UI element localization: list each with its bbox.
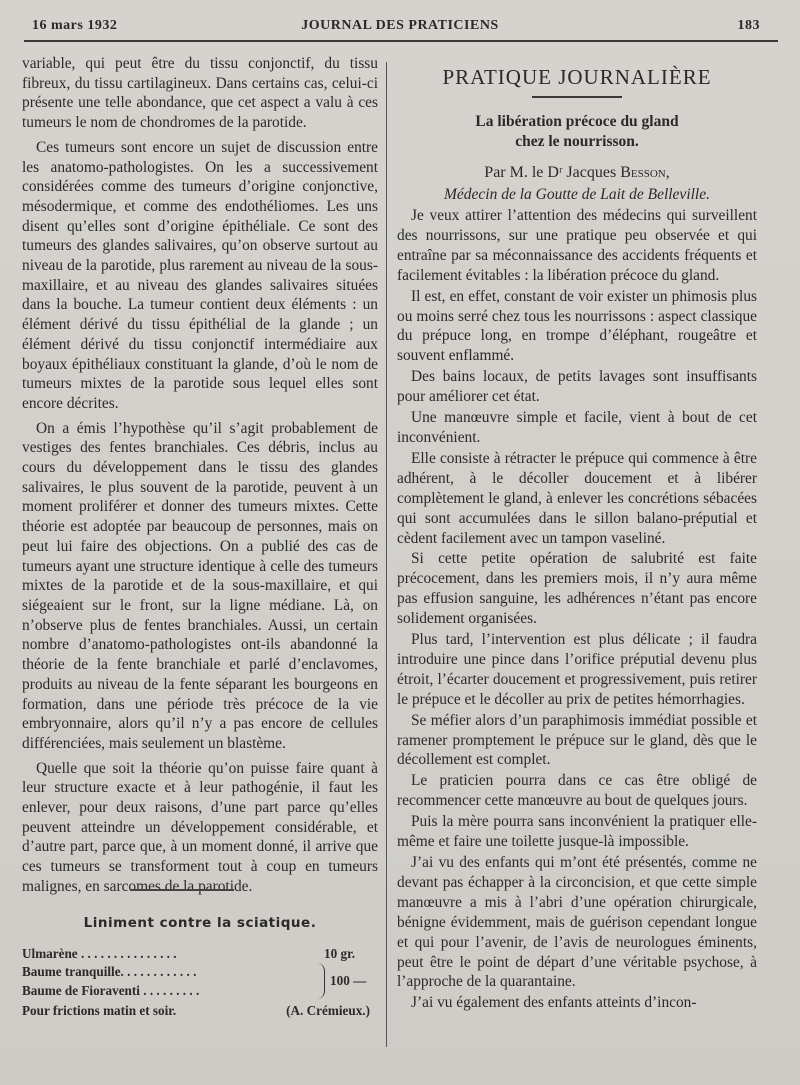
right-paragraph: Des bains locaux, de petits lavages sont insuffisants pour améliorer cet état. <box>397 368 757 406</box>
recipe-item-name: Baume de Fioraventi . . . . . . . . . <box>22 982 200 998</box>
header-date: 16 mars 1932 <box>32 18 118 33</box>
left-paragraph: Ces tumeurs sont encore un sujet de discussion entre les anatomo-pathologistes. On les a successivement considérées comme des tumeurs d’origine conjonctive, mésodermique, et comme des endothéliomes. Les uns disent qu’elles sont d’origine épithéliale. Ce sont des tumeurs des glandes salivaires, qu’on observe surtout au niveau de la parotide, plus rarement au niveau de la sous-maxillaire, et au niveau des glandes salivaires situées dans la bouche. La tumeur contient deux éléments : un élément dérivé du tissu épithélial de la glande ; un élément dérivé du tissu conjonctif intermédiaire aux boyaux épithéliaux constituant la glande, d’où le nom de tumeurs mixtes de la parotide sous lequel elles sont encore décrites. <box>22 138 378 412</box>
recipe-author: (A. Crémieux.) <box>286 1003 370 1018</box>
column-separator <box>386 62 387 1047</box>
right-paragraph: Se méfier alors d’un paraphimosis immédiat possible et ramener promptement le prépuce sur le gland, dès que le décollement est complet. <box>397 711 757 769</box>
recipe-item <box>22 945 378 964</box>
recipe-item-qty: 100 — <box>330 973 367 988</box>
article-byline <box>397 162 757 183</box>
page-header <box>32 18 768 40</box>
header-rule <box>24 40 778 42</box>
right-paragraph: Une manœuvre simple et facile, vient à bout de cet inconvénient. <box>397 409 757 446</box>
article-title <box>397 112 757 152</box>
right-paragraph: Plus tard, l’intervention est plus délicate ; il faudra introduire une pince dans l’orifice préputial devenu plus étroit, l’écarter doucement et progressivement, puis retirer le prépuce et le décoller au prix de petites hémorrhagies. <box>397 631 757 708</box>
left-paragraph: variable, qui peut être du tissu conjonctif, du tissu fibreux, du tissu cartilagineux. Dans certains cas, celui-ci présente une telle abondance, que cet aspect a valu à ces tumeurs le nom de chondromes de la parotide. <box>22 55 378 132</box>
title-rule <box>532 96 622 98</box>
right-paragraph: J’ai vu également des enfants atteints d’incon- <box>411 994 697 1012</box>
right-paragraph: Si cette petite opération de salubrité est faite précocement, dans les premiers mois, il n’y aura même pas effusion sanguine, les adhérences n’étant pas encore solidement organisées. <box>397 550 757 628</box>
section-title: PRATIQUE JOURNALIÈRE <box>442 65 712 89</box>
article-title-line: chez le nourrisson. <box>515 133 639 150</box>
recipe-item-name: Baume tranquille. . . . . . . . . . . . <box>22 964 197 979</box>
recipe-usage: Pour frictions matin et soir. <box>22 1003 177 1018</box>
byline-author: Besson, <box>620 164 670 181</box>
recipe-item-qty: 10 gr. <box>324 945 356 961</box>
recipe-group <box>22 963 378 1000</box>
right-paragraph: Puis la mère pourra sans inconvénient la pratiquer elle-même et faire une toilette jusque-là impossible. <box>397 813 757 851</box>
recipe-box <box>22 914 378 1022</box>
left-paragraph: Quelle que soit la théorie qu’on puisse faire quant à leur structure exacte et à leur pathogénie, il faut les enlever, pour deux raisons, d’une part parce qu’elles peuvent atteindre un développement considérable, et d’autre part, parce que, à un moment donné, il arrive que ces tumeurs se transforment tout à coup en tumeurs malignes, en sarcomes de la parotide. <box>22 759 378 895</box>
recipe-title: Liniment contre la sciatique. <box>83 915 317 931</box>
right-paragraph: Le praticien pourra dans ce cas être obligé de recommencer cette manœuvre au bout de quelques jours. <box>397 772 757 810</box>
section-divider <box>130 889 234 891</box>
recipe-footer <box>22 1002 378 1022</box>
header-journal-title: JOURNAL DES PRATICIENS <box>301 18 499 33</box>
right-paragraph: Elle consiste à rétracter le prépuce qui commence à être adhérent, à le décoller doucement et à libérer complètement le gland, à enlever les concrétions sébacées qui sont accumulées dans le sillon balano-préputial et cèdent facilement avec un tampon vaseliné. <box>397 449 757 547</box>
right-column <box>397 54 757 1013</box>
right-paragraph: Il est, en effet, constant de voir exister un phimosis plus ou moins serré chez tous les nourrissons : aspect classique du prépuce long, en trompe d’éléphant, rougeâtre et souvent enflammé. <box>397 287 757 365</box>
recipe-item-name: Ulmarène . . . . . . . . . . . . . . . <box>22 945 177 961</box>
article-affiliation: Médecin de la Goutte de Lait de Belleville. <box>444 186 710 203</box>
article-title-line: La libération précoce du gland <box>475 113 679 130</box>
left-paragraph: On a émis l’hypothèse qu’il s’agit probablement de vestiges des fentes branchiales. Ces débris, inclus au cours du développement dans le tissu des glandes salivaires, le plus souvent de la parotide, peuvent à un moment proliférer et donner des tumeurs mixtes. Cette théorie est adoptée par beaucoup de personnes, mais on peut lui faire des objections. On a publié des cas de tumeurs ayant une structure identique à celle des tumeurs mixtes de la parotide et de la sous-maxillaire, et qui siégeaient sur le front, sur la ligne médiane. Là, on n’observe plus de fentes branchiales. Aussi, un certain nombre d’anatomo-pathologistes ont-ils abandonné la théorie de la fente branchiale et parlé d’enclavomes, produits au niveau de la fente séparant les bourgeons en formation, dans une période très précoce de la vie embryonnaire, alors qu’il n’y a pas encore de cellules différenciées, mais seulement un blastème. <box>22 419 378 752</box>
byline-prefix: Par M. le Dʳ Jacques <box>484 164 617 181</box>
right-paragraph: J’ai vu des enfants qui m’ont été présentés, comme ne devant pas échapper à la circoncision, et que cette simple manœuvre a mis à l’abri d’une opération chirurgicale, bénigne évidemment, mais de guérison cependant longue et qui pour l’avenir, de l’avis de neurologues éminents, peut être le point de départ d’une véritable psychose, à l’approche de la quarantaine. <box>397 854 757 991</box>
right-paragraph: Je veux attirer l’attention des médecins qui surveillent des nourrissons, sur une pratique peu observée et qui entraîne par sa méconnaissance des accidents fréquents et facilement évitables : la libération précoce du gland. <box>397 207 757 284</box>
brace-icon <box>316 963 325 999</box>
left-column <box>22 54 378 897</box>
header-page-number: 183 <box>737 18 760 33</box>
